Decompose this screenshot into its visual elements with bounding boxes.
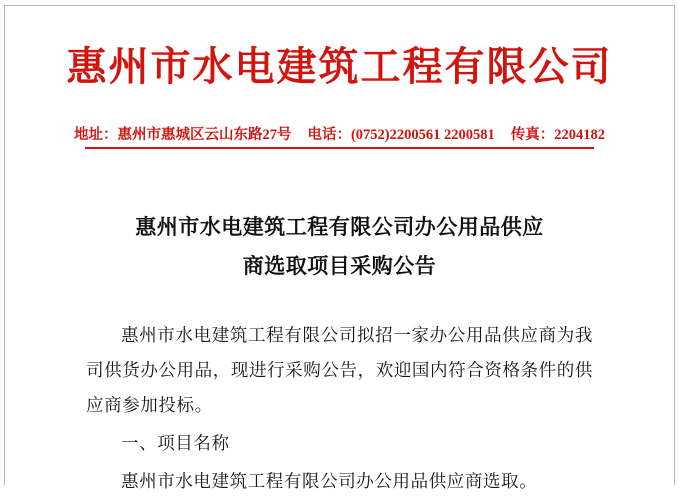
letterhead: [0, 44, 679, 90]
address-label: 地址：: [73, 127, 118, 143]
letterhead-divider: [85, 147, 594, 149]
page-title-line-1: 惠州市水电建筑工程有限公司办公用品供应: [135, 215, 544, 239]
page-title-line-2: 商选取项目采购公告: [242, 253, 437, 278]
address-value: 惠州市惠城区云山东路27号: [117, 127, 292, 143]
fax-label: 传真：: [510, 127, 555, 143]
scan-edge-top: [0, 0, 679, 5]
contact-info-line: [0, 123, 679, 144]
section-heading-project-name: 一、项目名称: [121, 433, 230, 453]
page-title: [96, 208, 583, 286]
fax-value: 2204182: [554, 127, 606, 143]
phone-label: 电话：: [307, 127, 351, 143]
phone-value: (0752)2200561 2200581: [350, 127, 495, 143]
intro-paragraph: 惠州市水电建筑工程有限公司拟招一家办公用品供应商为我司供货办公用品，现进行采购公告，欢迎国内符合资格条件的供应商参加投标。: [86, 325, 593, 415]
document-body: [86, 318, 593, 499]
company-name: 惠州市水电建筑工程有限公司: [66, 44, 613, 89]
section-text-project-name: 惠州市水电建筑工程有限公司办公用品供应商选取。: [121, 471, 538, 491]
